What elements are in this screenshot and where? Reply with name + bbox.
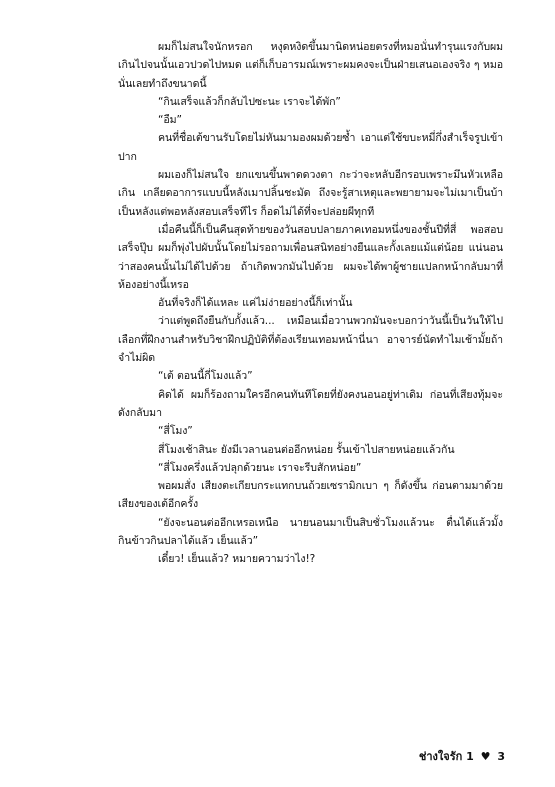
paragraph: พอผมสั่ง เสียงตะเกียบกระแทกบนถ้วยเซรามิกเบา ๆ ก็ดังขึ้น ก่อนตามมาด้วยเสียงของเต้อีกครั้ง (118, 480, 503, 511)
paragraph: สี่โมงเช้าสินะ ยังมีเวลานอนต่ออีกหน่อย รั้นเข้าไปสายหน่อยแล้วกัน (158, 443, 455, 456)
paragraph: “ยังจะนอนต่ออีกเหรอเหนือ นายนอนมาเป็นสิบชั่วโมงแล้วนะ ตื่นได้แล้วมั้ง กินข้าวกินปลาได้แล้ว เย็นแล้ว” (118, 516, 503, 548)
paragraph: “อืม” (158, 114, 182, 127)
paragraph: คนที่ชื่อเต้ขานรับโดยไม่หันมามองผมด้วยซ้ำ เอาแต่ใช้ขบะหมี่กึ่งสำเร็จรูปเข้าปาก (118, 132, 503, 163)
paragraph: “สี่โมง” (158, 425, 193, 438)
paragraph: ว่าแต่พูดถึงยืนกับกั้งแล้ว... เหมือนเมื่อวานพวกมันจะบอกว่าวันนี้เป็นวันให้ไปเลือกที่ฝึกงานสำหรับวิชาฝึกปฏิบัติที่ต้องเรียนเทอมหน้านี่นา อาจารย์นัดทำไมเช้ามั้ยถ้าจำไม่ผิด (118, 315, 503, 365)
paragraph: “กินเสร็จแล้วก็กลับไปซะนะ เราจะได้พัก” (158, 95, 341, 108)
page-footer (419, 747, 505, 765)
paragraph: “เต้ ตอนนี้กี่โมงแล้ว” (158, 370, 253, 383)
paragraph: ผมเองก็ไม่สนใจ ยกแขนขึ้นพาดดวงตา กะว่าจะหลับอีกรอบเพราะมึนหัวเหลือเกิน เกลียดอาการแบบนี้หลังเมาปลิ้นชะมัด ถึงจะรู้สาเหตุและพยายามจะไม่เมาเป็นบ้าเป็นหลังแต่พอหลังสอบเสร็จทีไร ก็อดไม่ได้ที่จะปล่อยผีทุกที (118, 169, 503, 218)
paragraph: เมื่อคืนนี้ก็เป็นคืนสุดท้ายของวันสอบปลายภาคเทอมหนึ่งของชั้นปีที่สี่ พอสอบเสร็จปุ๊บ ผมก็พุ่งไปผับนั้นโดยไม่รอถามเพื่อนสนิทอย่างยืนและกั้งเลยแม้แต่น้อย แน่นอนว่าสองคนนั้นไม่ได้ไปด้วย ถ้าเกิดพวกมันไปด้วย ผมจะได้พาผู้ชายแปลกหน้ากลับมาที่ห้องอย่างนี้เหรอ (118, 223, 503, 291)
paragraph: คิดได้ ผมก็ร้องถามใครอีกคนทันทีโดยที่ยังคงนอนอยู่ท่าเดิม ก่อนที่เสียงทุ้มจะดังกลับมา (118, 388, 503, 419)
paragraph: ผมก็ไม่สนใจนักหรอก หงุดหงิดขึ้นมานิดหน่อยตรงที่หมอนั่นทำรุนแรงกับผมเกินไปจนนั้นเอวปวดไปหมด แต่ก็เก็บอารมณ์เพราะผมคงจะเป็นฝ่ายเสนอเองจริง ๆ หมอนั่นเลยทำถึงขนาดนี้ (118, 41, 503, 90)
paragraph: อันที่จริงก็ได้แหละ แค่ไม่ง่ายอย่างนี้ก็เท่านั้น (158, 297, 353, 310)
page-number: 3 (497, 750, 505, 763)
heart-icon: ♥ (480, 750, 491, 763)
book-title: ช่างใจรัก 1 (418, 750, 474, 763)
body-text (118, 38, 503, 569)
paragraph: เดี๋ยว! เย็นแล้ว? หมายความว่าไง!? (158, 553, 316, 566)
paragraph: “สี่โมงครึ่งแล้วปลุกด้วยนะ เราจะรีบสักหน่อย” (158, 461, 362, 474)
